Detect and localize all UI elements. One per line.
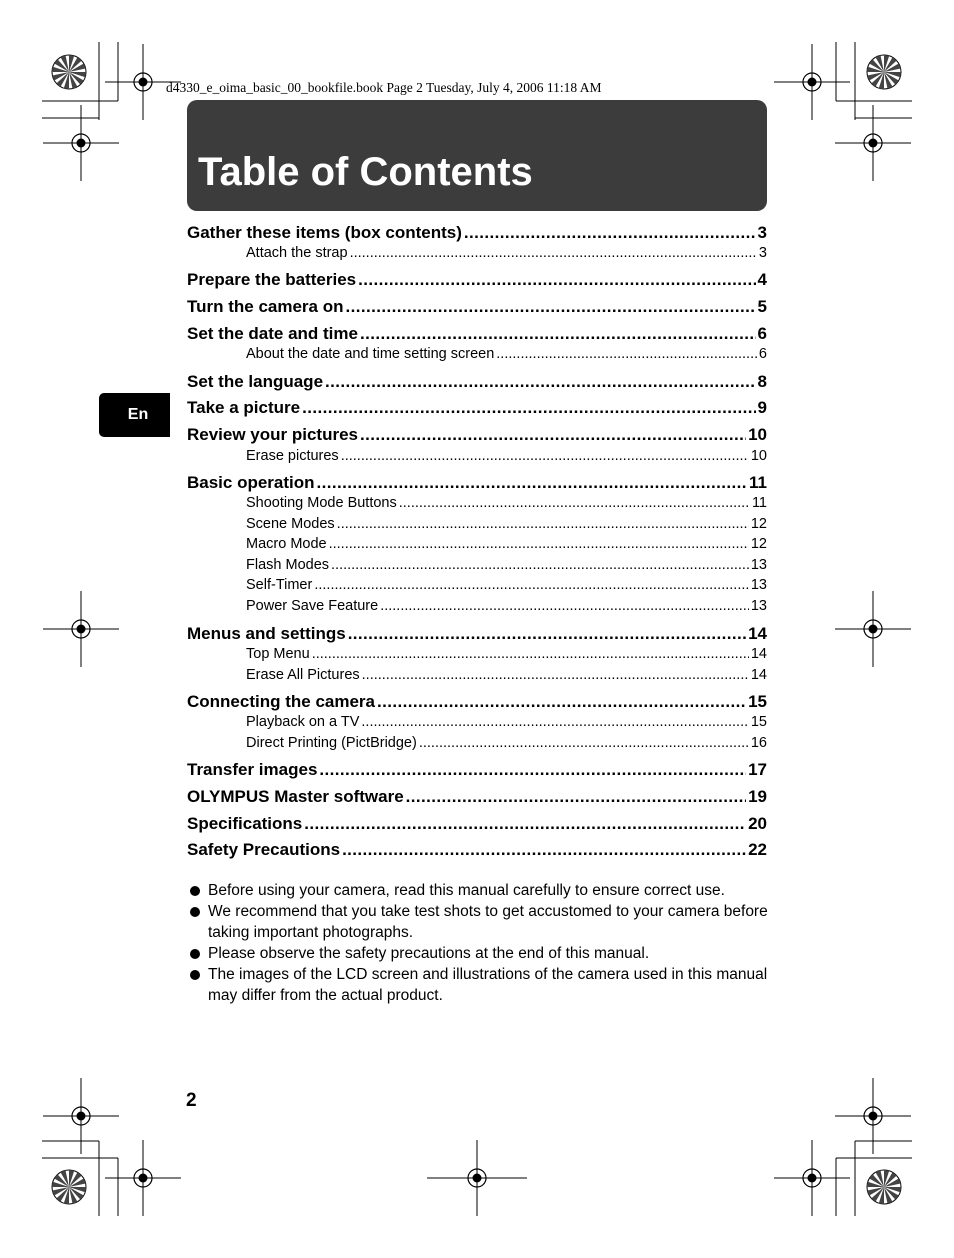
toc-subentry	[246, 495, 767, 514]
toc-leader-dots	[361, 714, 748, 730]
toc-leader-dots	[464, 223, 756, 243]
toc-leader-dots	[341, 448, 749, 464]
toc-subentry	[246, 346, 767, 365]
toc-entry-page: 19	[748, 787, 767, 806]
toc-entry	[187, 324, 767, 346]
toc-entry-page: 8	[757, 372, 767, 391]
toc-entry-page: 14	[748, 624, 767, 643]
toc-leader-dots	[399, 495, 750, 511]
toc-entry-page: 16	[750, 735, 767, 751]
toc-subentry	[246, 646, 767, 665]
toc-entry	[187, 787, 767, 809]
toc-leader-dots	[348, 624, 746, 644]
toc-entry	[187, 814, 767, 836]
toc-entry-page: 12	[750, 516, 767, 532]
bullet-icon	[190, 949, 200, 959]
toc-subentry	[246, 245, 767, 264]
toc-entry-label: Erase All Pictures	[246, 667, 360, 683]
toc-entry	[187, 760, 767, 782]
toc-entry-label: Basic operation	[187, 473, 315, 492]
toc-entry-page: 6	[757, 324, 767, 343]
toc-entry-page: 10	[750, 448, 767, 464]
toc-entry	[187, 372, 767, 394]
toc-entry-label: Take a picture	[187, 398, 301, 417]
toc-entry-page: 13	[750, 557, 767, 573]
note-text: Please observe the safety precautions at the end of this manual.	[208, 945, 650, 962]
toc-entry-page: 11	[749, 473, 767, 492]
toc-entry-label: Direct Printing (PictBridge)	[246, 735, 417, 751]
toc-entry	[187, 297, 767, 319]
toc-entry-label: Turn the camera on	[187, 297, 344, 316]
toc-entry-label: Shooting Mode Buttons	[246, 495, 397, 511]
toc-entry	[187, 398, 767, 420]
toc-leader-dots	[419, 735, 749, 751]
toc-entry-page: 4	[757, 270, 767, 289]
toc-entry-label: Attach the strap	[246, 245, 348, 261]
toc-leader-dots	[380, 598, 749, 614]
toc-entry-label: Self-Timer	[246, 577, 313, 593]
note-text: We recommend that you take test shots to get accustomed to your camera before taking important photographs.	[208, 903, 768, 941]
toc-leader-dots	[317, 473, 747, 493]
toc-entry-page: 10	[748, 425, 767, 444]
toc-leader-dots	[377, 692, 746, 712]
toc-entry-page: 11	[751, 495, 767, 511]
toc-entry-label: Menus and settings	[187, 624, 346, 643]
toc-entry-label: Review your pictures	[187, 425, 359, 444]
toc-leader-dots	[346, 297, 756, 317]
toc-entry-label: Playback on a TV	[246, 714, 360, 730]
toc-entry-label: Prepare the batteries	[187, 270, 357, 289]
toc-entry-label: Erase pictures	[246, 448, 339, 464]
toc-leader-dots	[350, 245, 757, 261]
print-header-line: d4330_e_oima_basic_00_bookfile.book Page 2 Tuesday, July 4, 2006 11:18 AM	[166, 80, 602, 95]
toc-leader-dots	[337, 516, 749, 532]
toc-entry-page: 12	[750, 536, 767, 552]
toc-entry	[187, 840, 767, 862]
note-text: The images of the LCD screen and illustrations of the camera used in this manual may differ from the actual product.	[208, 966, 768, 1004]
toc-leader-dots	[314, 577, 749, 593]
toc-leader-dots	[304, 814, 746, 834]
toc-leader-dots	[319, 760, 746, 780]
toc-leader-dots	[302, 398, 755, 418]
toc-entry-page: 3	[757, 223, 767, 242]
toc-entry-page: 13	[750, 577, 767, 593]
language-tab: En	[99, 393, 170, 437]
toc-leader-dots	[406, 787, 746, 807]
toc-entry	[187, 223, 767, 245]
toc-entry-label: Scene Modes	[246, 516, 335, 532]
toc-subentry	[246, 667, 767, 686]
note-item	[187, 880, 777, 901]
toc-entry-label: Gather these items (box contents)	[187, 223, 462, 242]
toc-entry-page: 15	[748, 692, 767, 711]
toc-entry-page: 5	[757, 297, 767, 316]
note-item	[187, 964, 777, 1006]
toc-subentry	[246, 577, 767, 596]
toc-entry-label: Set the language	[187, 372, 324, 391]
toc-entry-label: OLYMPUS Master software	[187, 787, 404, 806]
toc-subentry	[246, 714, 767, 733]
note-item	[187, 901, 777, 943]
toc-subentry	[246, 448, 767, 467]
toc-entry-page: 20	[748, 814, 767, 833]
toc-leader-dots	[360, 324, 756, 344]
toc-subentry	[246, 735, 767, 754]
toc-entry	[187, 692, 767, 714]
toc-entry-page: 15	[750, 714, 767, 730]
toc-leader-dots	[329, 536, 749, 552]
toc-entry-label: Flash Modes	[246, 557, 330, 573]
bullet-icon	[190, 907, 200, 917]
bullet-icon	[190, 886, 200, 896]
toc-entry	[187, 473, 767, 495]
bullet-icon	[190, 970, 200, 980]
toc-entry-label: Transfer images	[187, 760, 318, 779]
toc-subentry	[246, 557, 767, 576]
page-number: 2	[186, 1090, 197, 1111]
toc-entry	[187, 270, 767, 292]
toc-entry-page: 13	[750, 598, 767, 614]
toc-entry-page: 17	[748, 760, 767, 779]
toc-leader-dots	[312, 646, 749, 662]
toc-entry-label: Power Save Feature	[246, 598, 379, 614]
toc-entry	[187, 624, 767, 646]
toc-entry-page: 6	[758, 346, 767, 362]
toc-entry-label: Top Menu	[246, 646, 310, 662]
toc-entry-label: Connecting the camera	[187, 692, 375, 711]
toc-leader-dots	[325, 372, 756, 392]
note-item	[187, 943, 777, 964]
notes-list	[187, 880, 777, 1006]
toc-entry	[187, 425, 767, 447]
toc-subentry	[246, 598, 767, 617]
toc-entry-label: Macro Mode	[246, 536, 327, 552]
page-title: Table of Contents	[198, 150, 533, 194]
toc-leader-dots	[360, 425, 746, 445]
toc-entry-page: 3	[758, 245, 767, 261]
toc-entry-label: Specifications	[187, 814, 303, 833]
toc-subentry	[246, 516, 767, 535]
toc-subentry	[246, 536, 767, 555]
note-text: Before using your camera, read this manual carefully to ensure correct use.	[208, 882, 725, 899]
title-banner	[187, 100, 767, 211]
toc-entry-page: 14	[750, 646, 767, 662]
toc-leader-dots	[331, 557, 749, 573]
toc-leader-dots	[342, 840, 746, 860]
toc-leader-dots	[362, 667, 749, 683]
toc-entry-label: Safety Precautions	[187, 840, 341, 859]
toc-entry-page: 9	[757, 398, 767, 417]
toc-entry-page: 22	[748, 840, 767, 859]
toc-leader-dots	[358, 270, 755, 290]
toc-entry-label: About the date and time setting screen	[246, 346, 495, 362]
toc-entry-label: Set the date and time	[187, 324, 358, 343]
toc-entry-page: 14	[750, 667, 767, 683]
toc-leader-dots	[496, 346, 757, 362]
